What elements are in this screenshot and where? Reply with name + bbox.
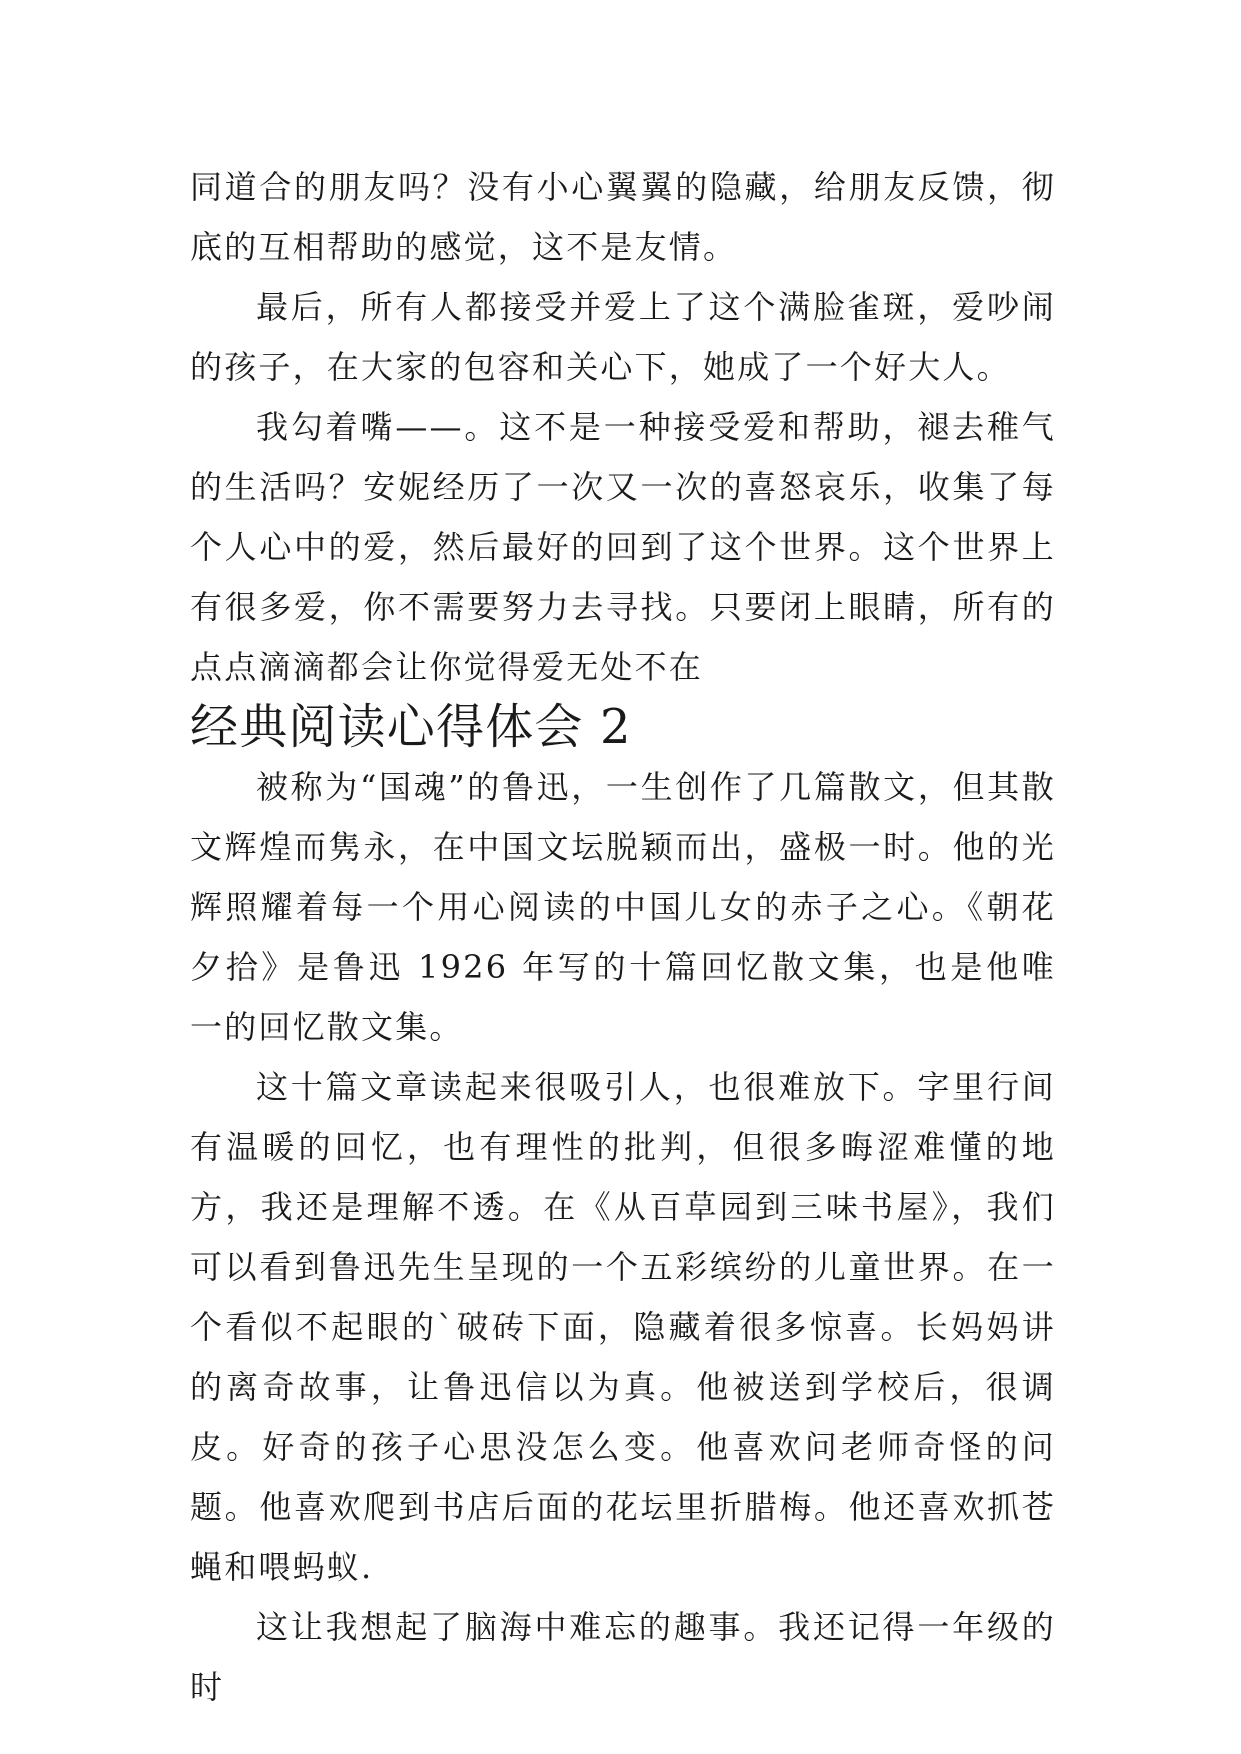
paragraph-5: 这十篇文章读起来很吸引人，也很难放下。字里行间有温暖的回忆，也有理性的批判，但很多晦涩难懂的地方，我还是理解不透。在《从百草园到三味书屋》，我们可以看到鲁迅先生呈现的一个五彩缤纷的儿童世界。在一个看似不起眼的`破砖下面，隐藏着很多惊喜。长妈妈讲的离奇故事，让鲁迅信以为真。他被送到学校后，很调皮。好奇的孩子心思没怎么变。他喜欢问老师奇怪的问题。他喜欢爬到书店后面的花坛里折腊梅。他还喜欢抓苍蝇和喂蚂蚁.: [190, 1068, 1056, 1586]
paragraph-4: 被称为“国魂”的鲁迅，一生创作了几篇散文，但其散文辉煌而隽永，在中国文坛脱颖而出，盛极一时。他的光辉照耀着每一个用心阅读的中国儿女的赤子之心。《朝花夕拾》是鲁迅 1926 年写的十篇回忆散文集，也是他唯一的回忆散文集。: [190, 768, 1056, 1046]
paragraph-1: 同道合的朋友吗？没有小心翼翼的隐藏，给朋友反馈，彻底的互相帮助的感觉，这不是友情。: [190, 168, 1056, 266]
section-heading: 经典阅读心得体会 2: [190, 699, 632, 755]
paragraph-3: 我勾着嘴——。这不是一种接受爱和帮助，褪去稚气的生活吗？安妮经历了一次又一次的喜怒哀乐，收集了每个人心中的爱，然后最好的回到了这个世界。这个世界上有很多爱，你不需要努力去寻找。只要闭上眼睛，所有的点点滴滴都会让你觉得爱无处不在: [190, 408, 1056, 686]
document-body: [190, 157, 1056, 1717]
paragraph-6: 这让我想起了脑海中难忘的趣事。我还记得一年级的时: [190, 1608, 1056, 1706]
paragraph-2: 最后，所有人都接受并爱上了这个满脸雀斑，爱吵闹的孩子，在大家的包容和关心下，她成了一个好大人。: [190, 288, 1056, 386]
